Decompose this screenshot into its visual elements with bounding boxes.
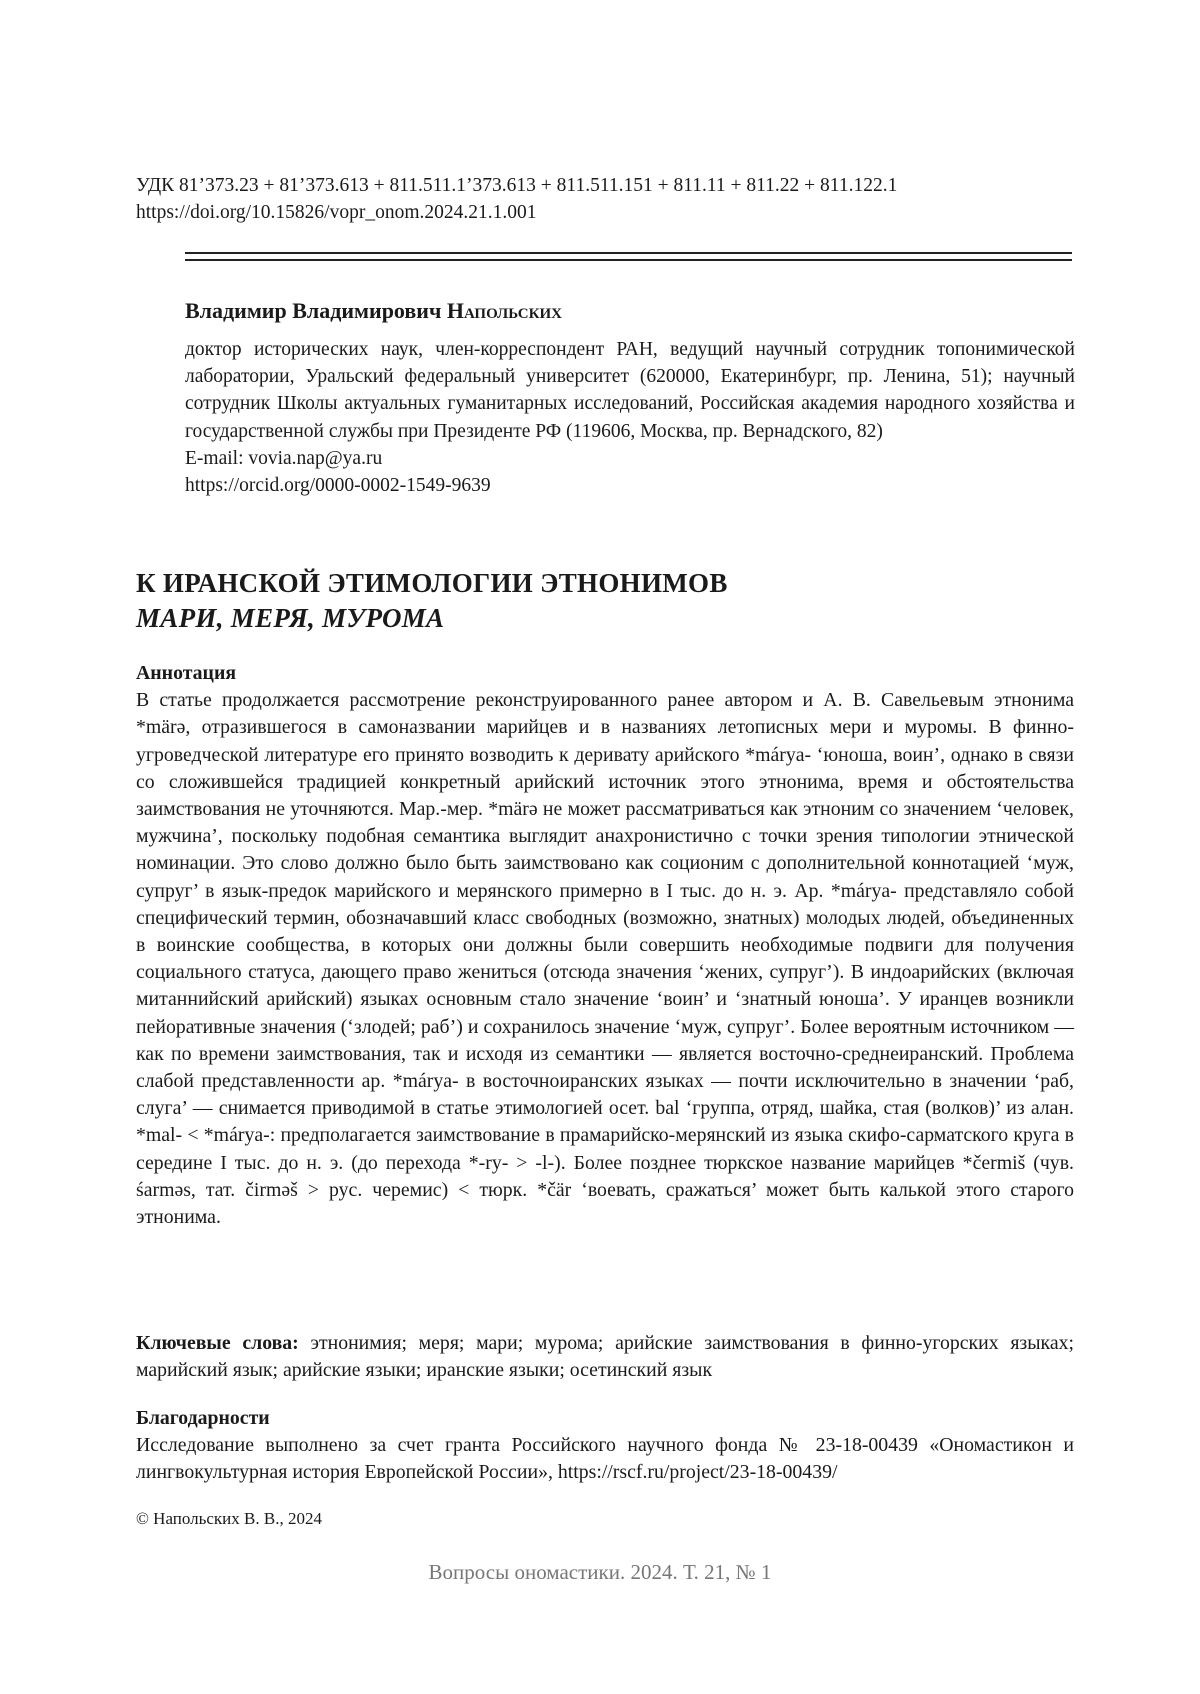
keywords-heading: Ключевые слова:: [136, 1332, 299, 1354]
acknowledgments-section: [136, 1405, 1074, 1487]
acknowledgments-text: Исследование выполнено за счет гранта Российского научного фонда № 23-18-00439 «Ономастикон и лингвокультурная история Европейской России», https://rscf.ru/project/23-18-00439/: [136, 1434, 1074, 1484]
author-given-names: Владимир Владимирович: [185, 298, 447, 323]
author-surname: Напольских: [446, 298, 562, 323]
author-name: [185, 298, 1075, 324]
author-block: [185, 298, 1075, 499]
article-title-sub: МАРИ, МЕРЯ, МУРОМА: [136, 603, 445, 633]
copyright: © Напольских В. В., 2024: [136, 1509, 322, 1528]
abstract-heading: Аннотация: [136, 662, 237, 684]
udc-code: УДК 81’373.23 + 81’373.613 + 811.511.1’373.613 + 811.511.151 + 811.11 + 811.22 + 811.122.1: [136, 175, 898, 196]
rule-top: [185, 252, 1072, 254]
author-orcid[interactable]: https://orcid.org/0000-0002-1549-9639: [185, 475, 491, 497]
article-title-main: К ИРАНСКОЙ ЭТИМОЛОГИИ ЭТНОНИМОВ: [136, 568, 728, 598]
journal-footer: Вопросы ономастики. 2024. Т. 21, № 1: [428, 1560, 772, 1584]
author-email[interactable]: E-mail: vovia.nap@ya.ru: [185, 447, 383, 469]
header-rule: [185, 252, 1072, 266]
article-title: [136, 566, 728, 636]
doi-link[interactable]: https://doi.org/10.15826/vopr_onom.2024.21.1.001: [136, 202, 537, 223]
rule-bottom: [185, 259, 1072, 261]
udc-doi-block: [136, 172, 897, 226]
keywords-text: этнонимия; меря; мари; мурома; арийские заимствования в финно-угорских языках; марийский язык; арийские языки; иранские языки; осетинский язык: [136, 1332, 1074, 1382]
abstract-section: [136, 660, 1074, 1231]
acknowledgments-heading: Благодарности: [136, 1407, 270, 1429]
author-affiliation: доктор исторических наук, член-корреспондент РАН, ведущий научный сотрудник топонимической лаборатории, Уральский федеральный университет (620000, Екатеринбург, пр. Ленина, 51); научный сотрудник Школы актуальных гуманитарных исследований, Российская академия народного хозяйства и государственной службы при Президенте РФ (119606, Москва, пр. Вернадского, 82): [185, 339, 1075, 442]
abstract-text: В статье продолжается рассмотрение реконструированного ранее автором и А. В. Савельевым этнонима *märə, отразившегося в самоназвании марийцев и в названиях летописных мери и муромы. В финно-угроведческой литературе его принято возводить к деривату арийского *márya- ‘юноша, воин’, однако в связи со сложившейся традицией конкретный арийский источник этого этнонима, время и обстоятельства заимствования не уточняются. Мар.-мер. *märə не может рассматриваться как этноним со значением ‘человек, мужчина’, поскольку подобная семантика выглядит анахронистично с точки зрения типологии этнической номинации. Это слово должно было быть заимствовано как соционим с дополнительной коннотацией ‘муж, супруг’ в язык-предок марийского и мерянского примерно в I тыс. до н. э. Ар. *márya- представляло собой специфический термин, обозначавший класс свободных (возможно, знатных) молодых людей, объединенных в воинские сообщества, в которых они должны были совершить необходимые подвиги для получения социального статуса, дающего право жениться (отсюда значения ‘жених, супруг’). В индоарийских (включая митаннийский арийский) языках основным стало значение ‘воин’ и ‘знатный юноша’. У иранцев возникли пейоративные значения (‘злодей; раб’) и сохранилось значение ‘муж, супруг’. Более вероятным источником — как по времени заимствования, так и исходя из семантики — является восточно-среднеиранский. Проблема слабой представленности ар. *márya- в восточноиранских языках — почти исключительно в значении ‘раб, слуга’ — снимается приводимой в статье этимологией осет. bal ‘группа, отряд, шайка, стая (волков)’ из алан. *mal- < *márya-: предполагается заимствование в прамарийско-мерянский из языка скифо-сарматского круга в середине I тыс. до н. э. (до перехода *-ry- > -l-). Более позднее тюркское название марийцев *čermiš (чув. śarməs, тат. čirməš > рус. черемис) < тюрк. *čär ‘воевать, сражаться’ может быть калькой этого старого этнонима.: [136, 689, 1074, 1229]
keywords-section: [136, 1330, 1074, 1384]
